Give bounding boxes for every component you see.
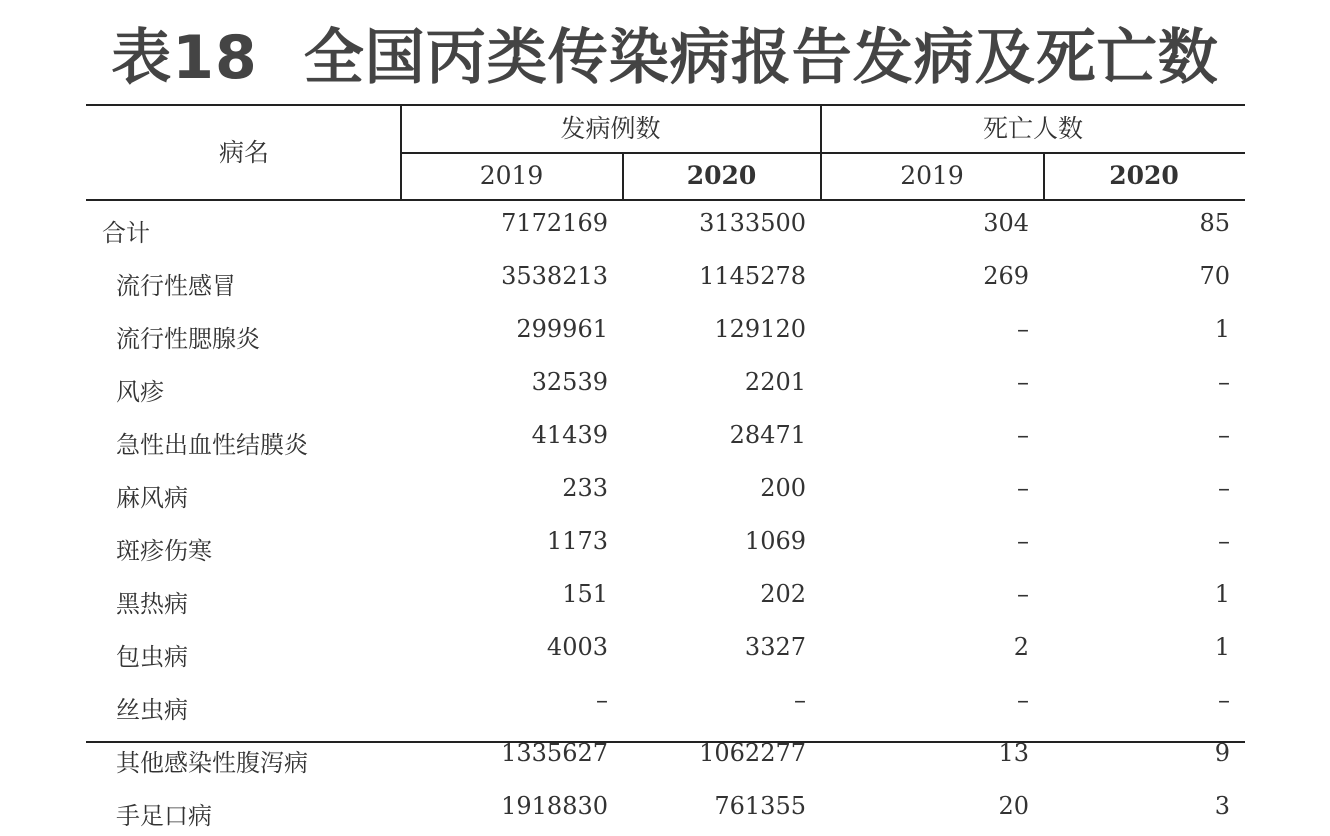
disease-name: 麻风病 [116, 484, 188, 512]
cases-2019: 151 [562, 579, 608, 608]
header-cases-group: 发病例数 [560, 114, 661, 143]
cases-2019: 41439 [531, 420, 608, 449]
deaths-2019: 304 [983, 208, 1029, 237]
cases-2019: 4003 [546, 632, 608, 661]
table-row [88, 783, 1244, 836]
disease-name: 其他感染性腹泻病 [116, 749, 308, 777]
deaths-2020: 1 [1214, 579, 1230, 608]
deaths-2020: 9 [1214, 738, 1230, 767]
deaths-2019: – [1017, 526, 1029, 555]
cases-2020: 1069 [744, 526, 806, 555]
cases-2019: – [596, 685, 608, 714]
table-row [88, 412, 1244, 465]
deaths-2020: – [1218, 685, 1230, 714]
table-row [88, 624, 1244, 677]
table-row-total [88, 200, 1244, 253]
deaths-2020: – [1218, 526, 1230, 555]
deaths-2019: – [1017, 473, 1029, 502]
header-disease-name: 病名 [218, 138, 269, 167]
disease-name: 急性出血性结膜炎 [116, 431, 308, 459]
cases-2019: 1335627 [501, 738, 608, 767]
deaths-2019: – [1017, 367, 1029, 396]
cases-2020: 2201 [744, 367, 806, 396]
cases-2020: 761355 [714, 791, 806, 820]
table-row [88, 730, 1244, 783]
cases-2019: 3538213 [501, 261, 608, 290]
cases-2020: – [794, 685, 806, 714]
deaths-2020: – [1218, 420, 1230, 449]
header-deaths-2019: 2019 [900, 161, 964, 190]
cases-2019: 233 [562, 473, 608, 502]
cases-2020: 202 [760, 579, 806, 608]
deaths-2019: 2 [1013, 632, 1029, 661]
cases-2020: 3327 [744, 632, 806, 661]
disease-name: 斑疹伤寒 [116, 537, 212, 565]
cases-2019: 299961 [516, 314, 608, 343]
deaths-2019: – [1017, 314, 1029, 343]
table-row [88, 571, 1244, 624]
cases-2019: 1173 [546, 526, 608, 555]
table-title-text: 全国丙类传染病报告发病及死亡数 [303, 23, 1219, 93]
disease-name: 手足口病 [116, 802, 212, 830]
cases-2020: 129120 [714, 314, 806, 343]
cases-2020: 3133500 [699, 208, 806, 237]
disease-name: 黑热病 [116, 590, 188, 618]
deaths-2019: – [1017, 579, 1029, 608]
deaths-2020: – [1218, 473, 1230, 502]
deaths-2020: 1 [1214, 632, 1230, 661]
cases-2020: 28471 [729, 420, 806, 449]
deaths-2020: 85 [1199, 208, 1230, 237]
table-number: 表18 [111, 23, 258, 93]
header-deaths-group: 死亡人数 [982, 114, 1083, 143]
table-title [0, 18, 1330, 98]
disease-name: 风疹 [116, 378, 164, 406]
deaths-2019: 20 [998, 791, 1029, 820]
cases-2019: 7172169 [501, 208, 608, 237]
table-row [88, 359, 1244, 412]
disease-name: 丝虫病 [116, 696, 188, 724]
deaths-2019: – [1017, 685, 1029, 714]
deaths-2019: 13 [998, 738, 1029, 767]
deaths-2019: – [1017, 420, 1029, 449]
table-row [88, 465, 1244, 518]
cases-2019: 32539 [531, 367, 608, 396]
header-deaths-2020: 2020 [1109, 161, 1179, 190]
cases-2019: 1918830 [501, 791, 608, 820]
disease-name: 流行性感冒 [116, 272, 236, 300]
disease-name: 包虫病 [116, 643, 188, 671]
deaths-2020: 3 [1214, 791, 1230, 820]
disease-name: 合计 [102, 219, 150, 247]
table-row [88, 306, 1244, 359]
table-row [88, 253, 1244, 306]
table-row [88, 518, 1244, 571]
deaths-2019: 269 [983, 261, 1029, 290]
deaths-2020: 1 [1214, 314, 1230, 343]
cases-2020: 200 [760, 473, 806, 502]
deaths-2020: 70 [1199, 261, 1230, 290]
cases-2020: 1145278 [699, 261, 806, 290]
header-cases-2020: 2020 [686, 161, 757, 190]
deaths-2020: – [1218, 367, 1230, 396]
table-row [88, 677, 1244, 730]
disease-table [88, 200, 1244, 836]
cases-2020: 1062277 [699, 738, 806, 767]
header-cases-2019: 2019 [479, 161, 544, 190]
disease-name: 流行性腮腺炎 [116, 325, 260, 353]
